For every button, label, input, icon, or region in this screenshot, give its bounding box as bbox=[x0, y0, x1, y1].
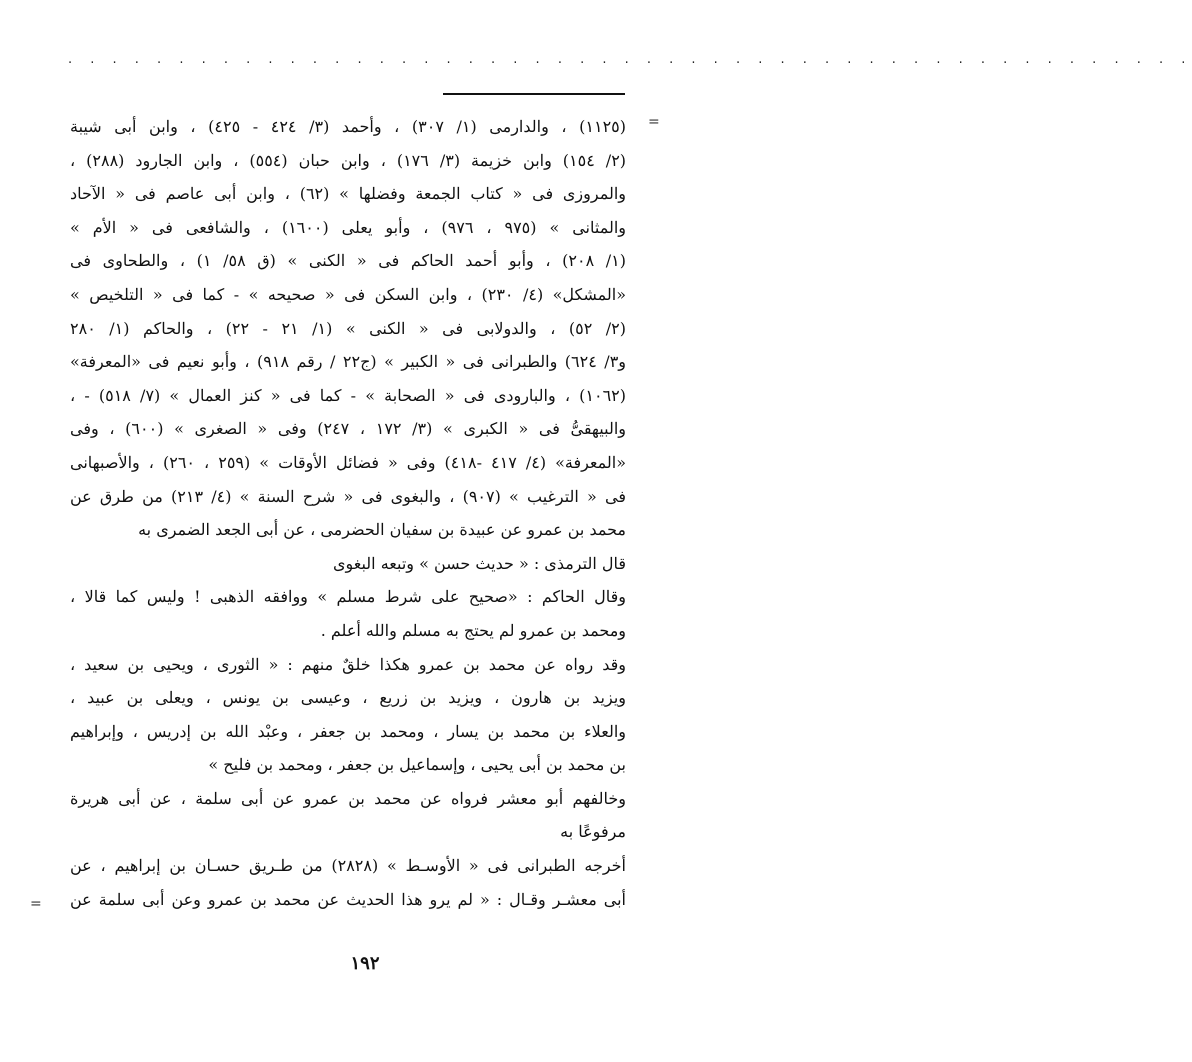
text-line: (١٠٦٢) ، والبارودى فى « الصحابة » - كما فى « كنز العمال » (٧/ ٥١٨) - ، bbox=[70, 385, 626, 405]
text-line: وخالفهم أبو معشر فرواه عن محمد بن عمرو عن أبى سلمة ، عن أبى هريرة bbox=[70, 788, 626, 808]
text-line: (١١٢٥) ، والدارمى (١/ ٣٠٧) ، وأحمد (٣/ ٤٢٤ - ٤٢٥) ، وابن أبى شيبة bbox=[70, 117, 626, 136]
footnote-text-block bbox=[70, 110, 626, 916]
text-line: و٣/ ٦٢٤) والطبرانى فى « الكبير » (ج٢٢ / رقم ٩١٨) ، وأبو نعيم فى «المعرفة» bbox=[70, 352, 627, 372]
text-line: والعلاء بن محمد بن يسار ، ومحمد بن جعفر ، وعبْد الله بن إدريس ، وإبراهيم bbox=[70, 721, 626, 741]
text-line: «المعرفة» (٤/ ٤١٧ -٤١٨) وفى « فضائل الأوقات » (٢٥٩ ، ٢٦٠) ، والأصبهانى bbox=[70, 452, 627, 472]
text-line: والمروزى فى « كتاب الجمعة وفضلها » (٦٢) ، وابن أبى عاصم فى « الآحاد bbox=[70, 184, 626, 204]
text-line: أخرجه الطبرانى فى « الأوسـط » (٢٨٢٨) من طـريق حسـان بن إبراهيم ، عن bbox=[70, 856, 626, 876]
text-line: ويزيد بن هارون ، ويزيد بن زريع ، وعيسى بن يونس ، ويعلى بن عبيد ، bbox=[70, 688, 626, 708]
text-line: محمد بن عمرو عن عبيدة بن سفيان الحضرمى ، عن أبى الجعد الضمرى به bbox=[138, 520, 626, 540]
text-line: وقد رواه عن محمد بن عمرو هكذا خلقٌ منهم : « الثورى ، ويحيى بن سعيد ، bbox=[70, 654, 626, 674]
text-line: مرفوعًا به bbox=[560, 822, 626, 842]
text-line: وقال الحاكم : «صحيح على شرط مسلم » ووافقه الذهبى ! وليس كما قالا ، bbox=[70, 587, 626, 607]
margin-mark-bottom: = bbox=[30, 896, 42, 912]
text-line: قال الترمذى : « حديث حسن » وتبعه البغوى bbox=[332, 553, 626, 573]
text-line: (٢/ ٥٢) ، والدولابى فى « الكنى » (١/ ٢١ - ٢٢) ، والحاكم (١/ ٢٨٠ bbox=[70, 318, 626, 338]
text-line: «المشكل» (٤/ ٢٣٠) ، وابن السكن فى « صحيحه » - كما فى « التلخيص » bbox=[70, 284, 627, 304]
page-number: ١٩٢ bbox=[350, 953, 380, 974]
text-line: ومحمد بن عمرو لم يحتج به مسلم والله أعلم . bbox=[320, 620, 626, 640]
text-line: أبى معشـر وقـال : « لم يرو هذا الحديث عن محمد بن عمرو وعن أبى سلمة عن bbox=[70, 889, 626, 909]
margin-mark-top: = bbox=[648, 114, 660, 130]
text-line: فى « الترغيب » (٩٠٧) ، والبغوى فى « شرح السنة » (٤/ ٢١٣) من طرق عن bbox=[70, 486, 627, 506]
text-line: (٢/ ١٥٤) وابن خزيمة (٣/ ١٧٦) ، وابن حبان (٥٥٤) ، وابن الجارود (٢٨٨) ، bbox=[70, 150, 627, 170]
text-line: والبيهقىُّ فى « الكبرى » (٣/ ١٧٢ ، ٢٤٧) وفى « الصغرى » (٦٠٠) ، وفى bbox=[70, 419, 627, 439]
text-line: والمثانى » (٩٧٥ ، ٩٧٦) ، وأبو يعلى (١٦٠٠) ، والشافعى فى « الأم » bbox=[70, 217, 626, 237]
top-dotted-border: . . . . . . . . . . . . . . . . . . . . . . . . . . . . . . . . . . . . . . . . . . . . . . . . . . . bbox=[68, 52, 1192, 67]
footnote-separator-rule bbox=[443, 93, 625, 95]
text-line: بن محمد بن أبى يحيى ، وإسماعيل بن جعفر ، ومحمد بن فليح » bbox=[208, 755, 626, 775]
text-line: (١/ ٢٠٨) ، وأبو أحمد الحاكم فى « الكنى » (ق ٥٨/ ١) ، والطحاوى فى bbox=[70, 251, 627, 271]
